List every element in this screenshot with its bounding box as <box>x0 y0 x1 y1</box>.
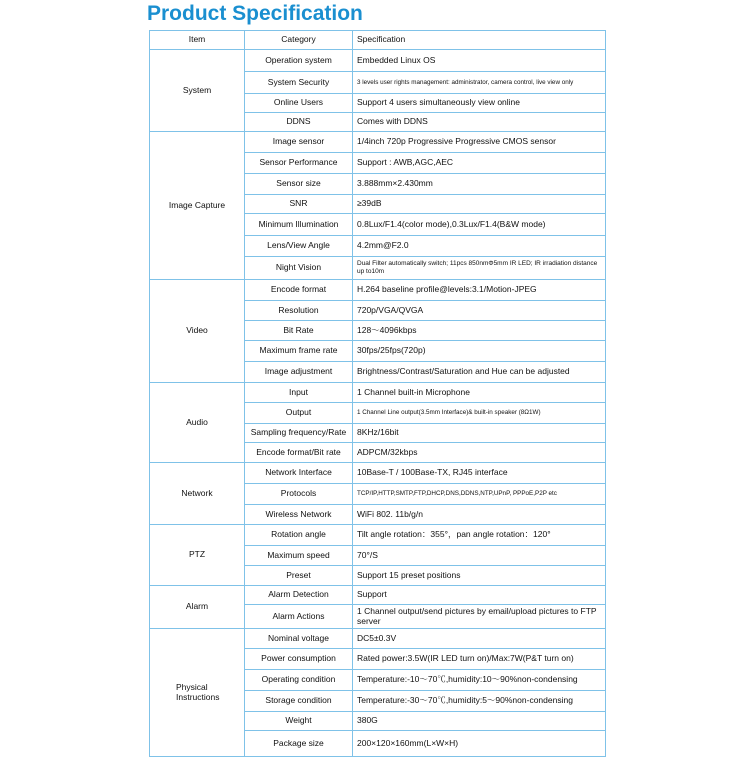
spec-cell: 1 Channel Line output(3.5mm Interface)& built-in speaker (8Ω1W) <box>353 403 606 424</box>
spec-cell: 128～4096kbps <box>353 321 606 341</box>
spec-cell: 3 levels user rights management: administrator, camera control, live view only <box>353 72 606 94</box>
category-cell: Maximum speed <box>245 546 353 566</box>
table-row <box>150 132 606 153</box>
page-title: Product Specification <box>147 2 363 25</box>
spec-cell: Brightness/Contrast/Saturation and Hue can be adjusted <box>353 362 606 383</box>
category-cell: Image adjustment <box>245 362 353 383</box>
category-cell: Online Users <box>245 94 353 113</box>
spec-cell: Rated power:3.5W(IR LED turn on)/Max:7W(P&T turn on) <box>353 649 606 670</box>
spec-cell: Temperature:-30～70℃,humidity:5～90%non-condensing <box>353 691 606 712</box>
spec-cell: 1 Channel built-in Microphone <box>353 383 606 403</box>
category-cell: Alarm Actions <box>245 605 353 629</box>
spec-cell: ≥39dB <box>353 195 606 214</box>
group-ptz: PTZ <box>150 525 245 586</box>
spec-cell: 8KHz/16bit <box>353 424 606 443</box>
spec-cell: Support <box>353 586 606 605</box>
spec-cell: 720p/VGA/QVGA <box>353 301 606 321</box>
spec-cell: Embedded Linux OS <box>353 50 606 72</box>
spec-cell: Support : AWB,AGC,AEC <box>353 153 606 174</box>
category-cell: Resolution <box>245 301 353 321</box>
spec-cell: ADPCM/32kbps <box>353 443 606 463</box>
category-cell: Alarm Detection <box>245 586 353 605</box>
spec-cell: 4.2mm@F2.0 <box>353 236 606 257</box>
spec-cell: 70°/S <box>353 546 606 566</box>
group-physical-instructions: Physical Instructions <box>150 629 245 757</box>
category-cell: Input <box>245 383 353 403</box>
spec-cell: 30fps/25fps(720p) <box>353 341 606 362</box>
category-cell: Package size <box>245 731 353 757</box>
spec-cell: 3.888mm×2.430mm <box>353 174 606 195</box>
spec-cell: Temperature:-10～70℃,humidity:10～90%non-condensing <box>353 670 606 691</box>
category-cell: System Security <box>245 72 353 94</box>
group-system: System <box>150 50 245 132</box>
spec-cell: H.264 baseline profile@levels:3.1/Motion-JPEG <box>353 280 606 301</box>
category-cell: Operating condition <box>245 670 353 691</box>
category-cell: Storage condition <box>245 691 353 712</box>
table-row <box>150 50 606 72</box>
category-cell: Output <box>245 403 353 424</box>
spec-cell: Support 15 preset positions <box>353 566 606 586</box>
category-cell: Sensor size <box>245 174 353 195</box>
group-audio: Audio <box>150 383 245 463</box>
spec-cell: 0.8Lux/F1.4(color mode),0.3Lux/F1.4(B&W mode) <box>353 214 606 236</box>
category-cell: Rotation angle <box>245 525 353 546</box>
spec-table <box>149 30 606 757</box>
group-video: Video <box>150 280 245 383</box>
category-cell: Protocols <box>245 484 353 505</box>
table-row <box>150 629 606 649</box>
header-specification: Specification <box>353 31 606 50</box>
category-cell: SNR <box>245 195 353 214</box>
spec-cell: TCP/IP,HTTP,SMTP,FTP,DHCP,DNS,DDNS,NTP,UPnP, PPPoE,P2P etc <box>353 484 606 505</box>
spec-cell: Comes with DDNS <box>353 113 606 132</box>
category-cell: Operation system <box>245 50 353 72</box>
category-cell: Nominal voltage <box>245 629 353 649</box>
spec-cell: 1/4inch 720p Progressive Progressive CMOS sensor <box>353 132 606 153</box>
table-row <box>150 525 606 546</box>
table-row <box>150 463 606 484</box>
spec-cell: 200×120×160mm(L×W×H) <box>353 731 606 757</box>
spec-cell: 380G <box>353 712 606 731</box>
category-cell: Weight <box>245 712 353 731</box>
spec-cell: DC5±0.3V <box>353 629 606 649</box>
category-cell: Bit Rate <box>245 321 353 341</box>
category-cell: DDNS <box>245 113 353 132</box>
spec-cell: WiFi 802. 11b/g/n <box>353 505 606 525</box>
category-cell: Lens/View Angle <box>245 236 353 257</box>
spec-cell: Tilt angle rotation：355°，pan angle rotation：120° <box>353 525 606 546</box>
category-cell: Night Vision <box>245 257 353 280</box>
category-cell: Wireless Network <box>245 505 353 525</box>
category-cell: Preset <box>245 566 353 586</box>
category-cell: Image sensor <box>245 132 353 153</box>
spec-cell: 10Base-T / 100Base-TX, RJ45 interface <box>353 463 606 484</box>
category-cell: Network Interface <box>245 463 353 484</box>
spec-cell: Support 4 users simultaneously view online <box>353 94 606 113</box>
table-row <box>150 383 606 403</box>
category-cell: Sensor Performance <box>245 153 353 174</box>
category-cell: Maximum frame rate <box>245 341 353 362</box>
category-cell: Minimum Illumination <box>245 214 353 236</box>
category-cell: Encode format <box>245 280 353 301</box>
table-row <box>150 586 606 605</box>
group-network: Network <box>150 463 245 525</box>
spec-cell: Dual Filter automatically switch; 11pcs 850nmΦ5mm IR LED; IR irradiation distance up to10m <box>353 257 606 280</box>
table-row <box>150 280 606 301</box>
table-header-row <box>150 31 606 50</box>
category-cell: Encode format/Bit rate <box>245 443 353 463</box>
header-item: Item <box>150 31 245 50</box>
header-category: Category <box>245 31 353 50</box>
group-alarm: Alarm <box>150 586 245 629</box>
category-cell: Power consumption <box>245 649 353 670</box>
spec-cell: 1 Channel output/send pictures by email/upload pictures to FTP server <box>353 605 606 629</box>
category-cell: Sampling frequency/Rate <box>245 424 353 443</box>
group-image-capture: Image Capture <box>150 132 245 280</box>
